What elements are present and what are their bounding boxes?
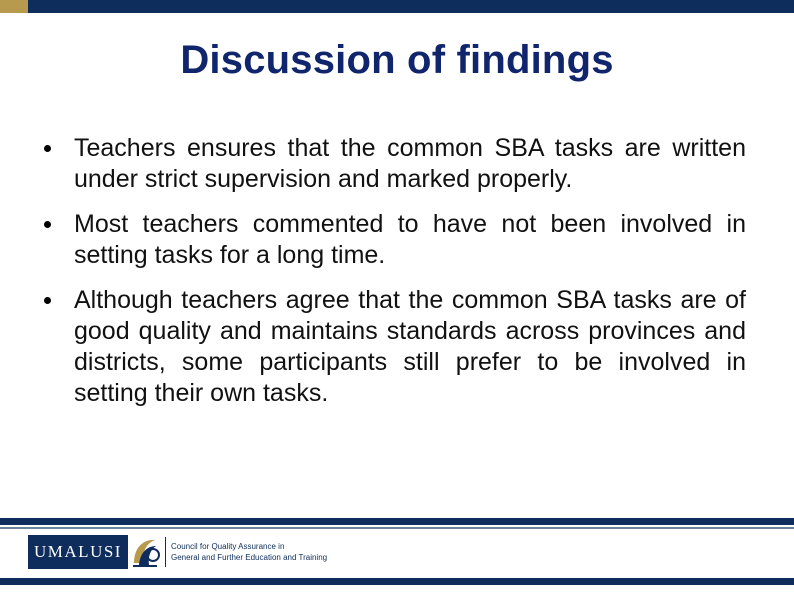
footer-bottom-band (0, 578, 794, 585)
tagline-line-2: General and Further Education and Training (171, 553, 328, 562)
top-accent-block (0, 0, 28, 13)
bullet-item (44, 209, 746, 271)
bullet-dot-icon (44, 297, 51, 304)
footer-band-thin (0, 527, 794, 529)
bullet-item (44, 285, 746, 409)
bullet-dot-icon (44, 221, 51, 228)
bullet-text: Most teachers commented to have not been involved in setting tasks for a long time. (74, 210, 746, 269)
bullet-list (44, 133, 746, 423)
slide-title: Discussion of findings (180, 38, 614, 82)
bullet-dot-icon (44, 145, 51, 152)
bullet-text: Teachers ensures that the common SBA tasks are written under strict supervision and marked properly. (74, 134, 746, 193)
umalusi-emblem-icon (128, 533, 162, 571)
bullet-item (44, 133, 746, 195)
umalusi-logo: UMALUSI (28, 535, 128, 569)
logo-tagline (171, 541, 371, 563)
logo-divider (165, 537, 166, 567)
top-band (0, 0, 794, 13)
tagline-line-1: Council for Quality Assurance in (171, 542, 285, 551)
footer-band (0, 518, 794, 525)
bullet-text: Although teachers agree that the common SBA tasks are of good quality and maintains standards across provinces and districts, some participants still prefer to be involved in setting their own tasks. (74, 286, 746, 407)
